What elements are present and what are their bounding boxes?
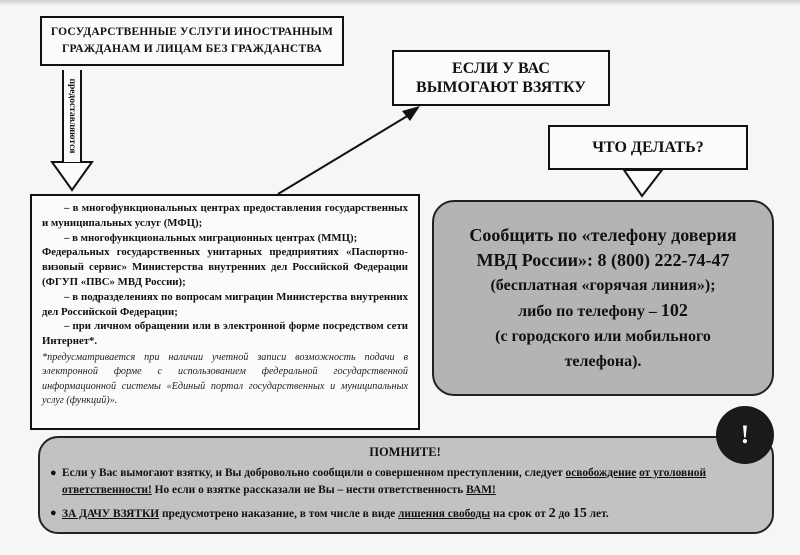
hotline-line-3: (бесплатная «горячая линия»);	[490, 276, 716, 294]
service-item-mmc	[42, 231, 408, 246]
what-to-do-box	[548, 125, 748, 170]
diagonal-arrow-line	[278, 112, 414, 194]
b2-part-c: лишения свободы	[398, 508, 491, 520]
b2-part-h: лет.	[586, 508, 609, 520]
hotline-102: 102	[660, 299, 688, 320]
b1-part-b: освобождение	[565, 467, 637, 479]
remember-title: ПОМНИТЕ!	[369, 445, 441, 459]
remember-box	[38, 436, 774, 534]
bribe-line-2: ВЫМОГАЮТ ВЗЯТКУ	[416, 79, 586, 96]
down-arrow-head	[52, 162, 92, 190]
b2-part-b: предусмотрено наказание, в том числе в виде	[159, 508, 399, 520]
hotline-line-4	[518, 298, 688, 324]
b1-part-c: от уголовной ответственности!	[62, 467, 707, 496]
bullet-icon: ●	[50, 507, 57, 519]
service-item-online	[42, 319, 408, 349]
exclamation-icon	[716, 406, 774, 464]
hotline-line-5: (с городского или мобильного	[495, 327, 711, 345]
service-item-mmc-text: – в многофункциональных миграционных центрах (ММЦ);	[64, 231, 358, 244]
hotline-line-1: Сообщить по «телефону доверия	[469, 224, 737, 245]
b2-part-e: 2	[548, 506, 556, 521]
what-arrow-head	[624, 170, 662, 196]
remember-bullet-1	[50, 465, 760, 499]
title-box	[40, 16, 344, 66]
service-item-mfc	[42, 201, 408, 231]
b2-part-g: 15	[572, 506, 587, 521]
title-line-2: ГРАЖДАНАМ И ЛИЦАМ БЕЗ ГРАЖДАНСТВА	[62, 43, 322, 55]
service-item-migration-text: – в подразделениях по вопросам миграции Министерства внутренних дел Российской Федерации;	[42, 290, 408, 318]
title-line-1: ГОСУДАРСТВЕННЫЕ УСЛУГИ ИНОСТРАННЫМ	[50, 26, 334, 38]
what-to-do-label: ЧТО ДЕЛАТЬ?	[592, 138, 704, 156]
b2-part-a: ЗА ДАЧУ ВЗЯТКИ	[62, 508, 160, 520]
bribe-box	[392, 50, 610, 106]
service-item-migration	[42, 290, 408, 320]
service-item-online-text: – при личном обращении или в электронной форме посредством сети Интернет*.	[42, 320, 408, 348]
provided-label: предоставляются	[67, 78, 77, 154]
b2-part-d: на срок от	[490, 508, 549, 520]
bribe-line-1: ЕСЛИ У ВАС	[452, 60, 550, 77]
hotline-line-6: телефона).	[564, 352, 642, 370]
b1-part-e: ВАМ!	[466, 484, 496, 496]
b1-part-d: Но если о взятке рассказали не Вы – нести ответственность	[151, 484, 467, 496]
hotline-either-text: либо по телефону –	[518, 302, 661, 320]
services-list-box	[30, 194, 420, 430]
remember-bullet-1-text	[62, 465, 760, 499]
bullet-icon: ●	[50, 467, 57, 479]
exclamation-glyph: !	[740, 420, 750, 449]
b1-part-a: Если у Вас вымогают взятку, и Вы добровольно сообщили о совершенном преступлении, следует	[62, 467, 566, 479]
remember-bullet-2-text	[62, 505, 609, 523]
hotline-line-2: МВД России»: 8 (800) 222-74-47	[476, 249, 730, 270]
service-footnote: *предусматривается при наличии учетной записи возможность подачи в электронной форме с использованием федеральной государственной информационной системы «Единый портал государственных и муниципальных услуг (функций)».	[42, 351, 408, 407]
service-item-fgup: Федеральных государственных унитарных предприятиях «Паспортно-визовый сервис» Министерства внутренних дел Российской Федерации (ФГУП «ПВС» МВД России);	[42, 246, 408, 288]
b2-part-f: до	[555, 508, 573, 520]
service-item-mfc-text: – в многофункциональных центрах предоставления государственных и муниципальных услуг (МФЦ);	[42, 202, 408, 229]
provided-arrow-shaft	[62, 70, 82, 162]
remember-bullet-2	[50, 505, 760, 523]
hotline-box	[432, 200, 774, 396]
